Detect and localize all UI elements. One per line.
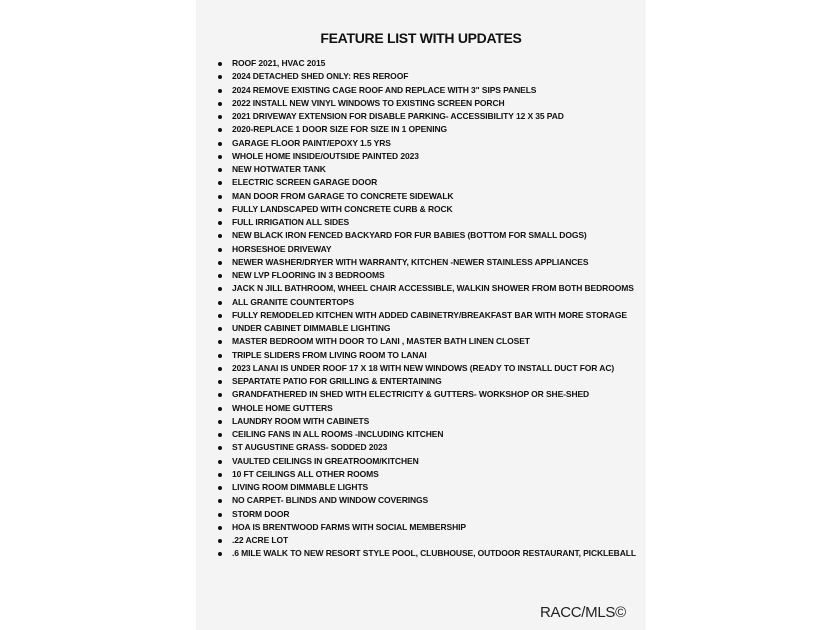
list-item-text: SEPARTATE PATIO FOR GRILLING & ENTERTAINING bbox=[232, 376, 442, 386]
list-item bbox=[218, 296, 638, 309]
list-item bbox=[218, 335, 638, 348]
list-item-text: MASTER BEDROOM WITH DOOR TO LANI , MASTER BATH LINEN CLOSET bbox=[232, 336, 530, 347]
bullet-icon bbox=[218, 367, 222, 371]
list-item bbox=[218, 322, 638, 335]
bullet-icon bbox=[218, 155, 222, 159]
bullet-icon bbox=[218, 168, 222, 172]
bullet-icon bbox=[218, 340, 222, 344]
bullet-icon bbox=[218, 473, 222, 477]
list-item bbox=[218, 547, 638, 560]
list-item bbox=[218, 481, 638, 494]
list-item-text: NEW HOTWATER TANK bbox=[232, 164, 326, 174]
bullet-icon bbox=[218, 248, 222, 252]
list-item-text: CEILING FANS IN ALL ROOMS -INCLUDING KITCHEN bbox=[232, 429, 444, 439]
list-item bbox=[218, 388, 638, 401]
bullet-icon bbox=[218, 446, 222, 450]
list-item-text: STORM DOOR bbox=[232, 508, 290, 519]
bullet-icon bbox=[218, 181, 222, 185]
list-item-text: 10 FT CEILINGS ALL OTHER ROOMS bbox=[232, 468, 379, 479]
bullet-icon bbox=[218, 261, 222, 265]
bullet-icon bbox=[218, 301, 222, 305]
list-item bbox=[218, 468, 638, 481]
list-item-text: 2024 DETACHED SHED ONLY: RES REROOF bbox=[232, 71, 409, 82]
list-item bbox=[218, 415, 638, 428]
bullet-icon bbox=[218, 552, 222, 556]
list-item bbox=[218, 123, 638, 136]
bullet-icon bbox=[218, 195, 222, 199]
list-item bbox=[218, 190, 638, 203]
bullet-icon bbox=[218, 221, 222, 225]
list-item bbox=[218, 508, 638, 521]
list-item bbox=[218, 441, 638, 454]
list-item-text: NEW BLACK IRON FENCED BACKYARD FOR FUR BABIES (BOTTOM FOR SMALL DOGS) bbox=[232, 230, 587, 241]
list-item-text: .22 ACRE LOT bbox=[232, 535, 289, 545]
bullet-icon bbox=[218, 460, 222, 464]
list-item-text: HORSESHOE DRIVEWAY bbox=[232, 243, 332, 254]
list-item-text: NEWER WASHER/DRYER WITH WARRANTY, KITCHEN -NEWER STAINLESS APPLIANCES bbox=[232, 256, 589, 267]
bullet-icon bbox=[218, 486, 222, 490]
document-title: FEATURE LIST WITH UPDATES bbox=[320, 30, 522, 46]
watermark: RACC/MLS© bbox=[540, 604, 626, 621]
list-item-text: ST AUGUSTINE GRASS- SODDED 2023 bbox=[232, 442, 388, 453]
bullet-icon bbox=[218, 142, 222, 146]
list-item bbox=[218, 229, 638, 242]
bullet-icon bbox=[218, 314, 222, 318]
list-item-text: LAUNDRY ROOM WITH CABINETS bbox=[232, 415, 370, 426]
list-item-text: WHOLE HOME INSIDE/OUTSIDE PAINTED 2023 bbox=[232, 150, 419, 161]
list-item bbox=[218, 163, 638, 176]
bullet-icon bbox=[218, 89, 222, 93]
list-item-text: 2020-REPLACE 1 DOOR SIZE FOR SIZE IN 1 OPENING bbox=[232, 124, 448, 135]
list-item bbox=[218, 84, 638, 97]
bullet-icon bbox=[218, 420, 222, 424]
list-item-text: ALL GRANITE COUNTERTOPS bbox=[232, 296, 355, 307]
list-item bbox=[218, 203, 638, 216]
bullet-icon bbox=[218, 499, 222, 503]
list-item-text: MAN DOOR FROM GARAGE TO CONCRETE SIDEWALK bbox=[232, 190, 454, 201]
list-item bbox=[218, 256, 638, 269]
bullet-icon bbox=[218, 539, 222, 543]
bullet-icon bbox=[218, 327, 222, 331]
bullet-icon bbox=[218, 128, 222, 132]
list-item bbox=[218, 402, 638, 415]
list-item-text: FULLY LANDSCAPED WITH CONCRETE CURB & ROCK bbox=[232, 203, 453, 214]
list-item bbox=[218, 110, 638, 123]
list-item bbox=[218, 216, 638, 229]
list-item bbox=[218, 150, 638, 163]
bullet-icon bbox=[218, 380, 222, 384]
list-item bbox=[218, 70, 638, 83]
bullet-icon bbox=[218, 115, 222, 119]
bullet-icon bbox=[218, 274, 222, 278]
bullet-icon bbox=[218, 208, 222, 212]
list-item-text: 2021 DRIVEWAY EXTENSION FOR DISABLE PARKING- ACCESSIBILITY 12 X 35 PAD bbox=[232, 111, 564, 121]
list-item bbox=[218, 362, 638, 375]
list-item-text: TRIPLE SLIDERS FROM LIVING ROOM TO LANAI bbox=[232, 349, 427, 360]
bullet-icon bbox=[218, 354, 222, 358]
list-item-text: FULL IRRIGATION ALL SIDES bbox=[232, 217, 350, 227]
list-item bbox=[218, 349, 638, 362]
list-item bbox=[218, 57, 638, 70]
list-item-text: 2023 LANAI IS UNDER ROOF 17 X 18 WITH NEW WINDOWS (READY TO INSTALL DUCT FOR AC) bbox=[232, 362, 615, 373]
list-item bbox=[218, 243, 638, 256]
bullet-icon bbox=[218, 62, 222, 66]
list-item-text: GARAGE FLOOR PAINT/EPOXY 1.5 YRS bbox=[232, 137, 391, 148]
list-item-text: ROOF 2021, HVAC 2015 bbox=[232, 58, 326, 68]
list-item bbox=[218, 309, 638, 322]
list-item-text: 2022 INSTALL NEW VINYL WINDOWS TO EXISTING SCREEN PORCH bbox=[232, 97, 505, 108]
bullet-icon bbox=[218, 513, 222, 517]
list-item-text: JACK N JILL BATHROOM, WHEEL CHAIR ACCESSIBLE, WALKIN SHOWER FROM BOTH BEDROOMS bbox=[232, 283, 634, 294]
list-item-text: GRANDFATHERED IN SHED WITH ELECTRICITY & GUTTERS- WORKSHOP OR SHE-SHED bbox=[232, 389, 590, 400]
bullet-icon bbox=[218, 234, 222, 238]
list-item-text: UNDER CABINET DIMMABLE LIGHTING bbox=[232, 323, 391, 333]
list-item bbox=[218, 428, 638, 441]
list-item-text: NEW LVP FLOORING IN 3 BEDROOMS bbox=[232, 270, 385, 280]
list-item-text: ELECTRIC SCREEN GARAGE DOOR bbox=[232, 177, 378, 188]
feature-list bbox=[218, 57, 638, 561]
list-item bbox=[218, 521, 638, 534]
list-item bbox=[218, 375, 638, 388]
bullet-icon bbox=[218, 407, 222, 411]
bullet-icon bbox=[218, 393, 222, 397]
list-item bbox=[218, 137, 638, 150]
bullet-icon bbox=[218, 526, 222, 530]
list-item bbox=[218, 176, 638, 189]
list-item-text: NO CARPET- BLINDS AND WINDOW COVERINGS bbox=[232, 495, 429, 506]
list-item-text: 2024 REMOVE EXISTING CAGE ROOF AND REPLACE WITH 3" SIPS PANELS bbox=[232, 84, 537, 95]
bullet-icon bbox=[218, 75, 222, 79]
bullet-icon bbox=[218, 102, 222, 106]
list-item bbox=[218, 269, 638, 282]
list-item bbox=[218, 534, 638, 547]
document-page bbox=[196, 0, 646, 630]
list-item-text: HOA IS BRENTWOOD FARMS WITH SOCIAL MEMBERSHIP bbox=[232, 521, 466, 532]
list-item-text: LIVING ROOM DIMMABLE LIGHTS bbox=[232, 482, 369, 492]
list-item bbox=[218, 455, 638, 468]
bullet-icon bbox=[218, 433, 222, 437]
list-item bbox=[218, 97, 638, 110]
list-item-text: FULLY REMODELED KITCHEN WITH ADDED CABINETRY/BREAKFAST BAR WITH MORE STORAGE bbox=[232, 309, 627, 320]
list-item-text: WHOLE HOME GUTTERS bbox=[232, 402, 333, 413]
list-item bbox=[218, 494, 638, 507]
list-item-text: .6 MILE WALK TO NEW RESORT STYLE POOL, CLUBHOUSE, OUTDOOR RESTAURANT, PICKLEBALL bbox=[232, 548, 636, 559]
list-item-text: VAULTED CEILINGS IN GREATROOM/KITCHEN bbox=[232, 455, 419, 466]
bullet-icon bbox=[218, 287, 222, 291]
list-item bbox=[218, 282, 638, 295]
